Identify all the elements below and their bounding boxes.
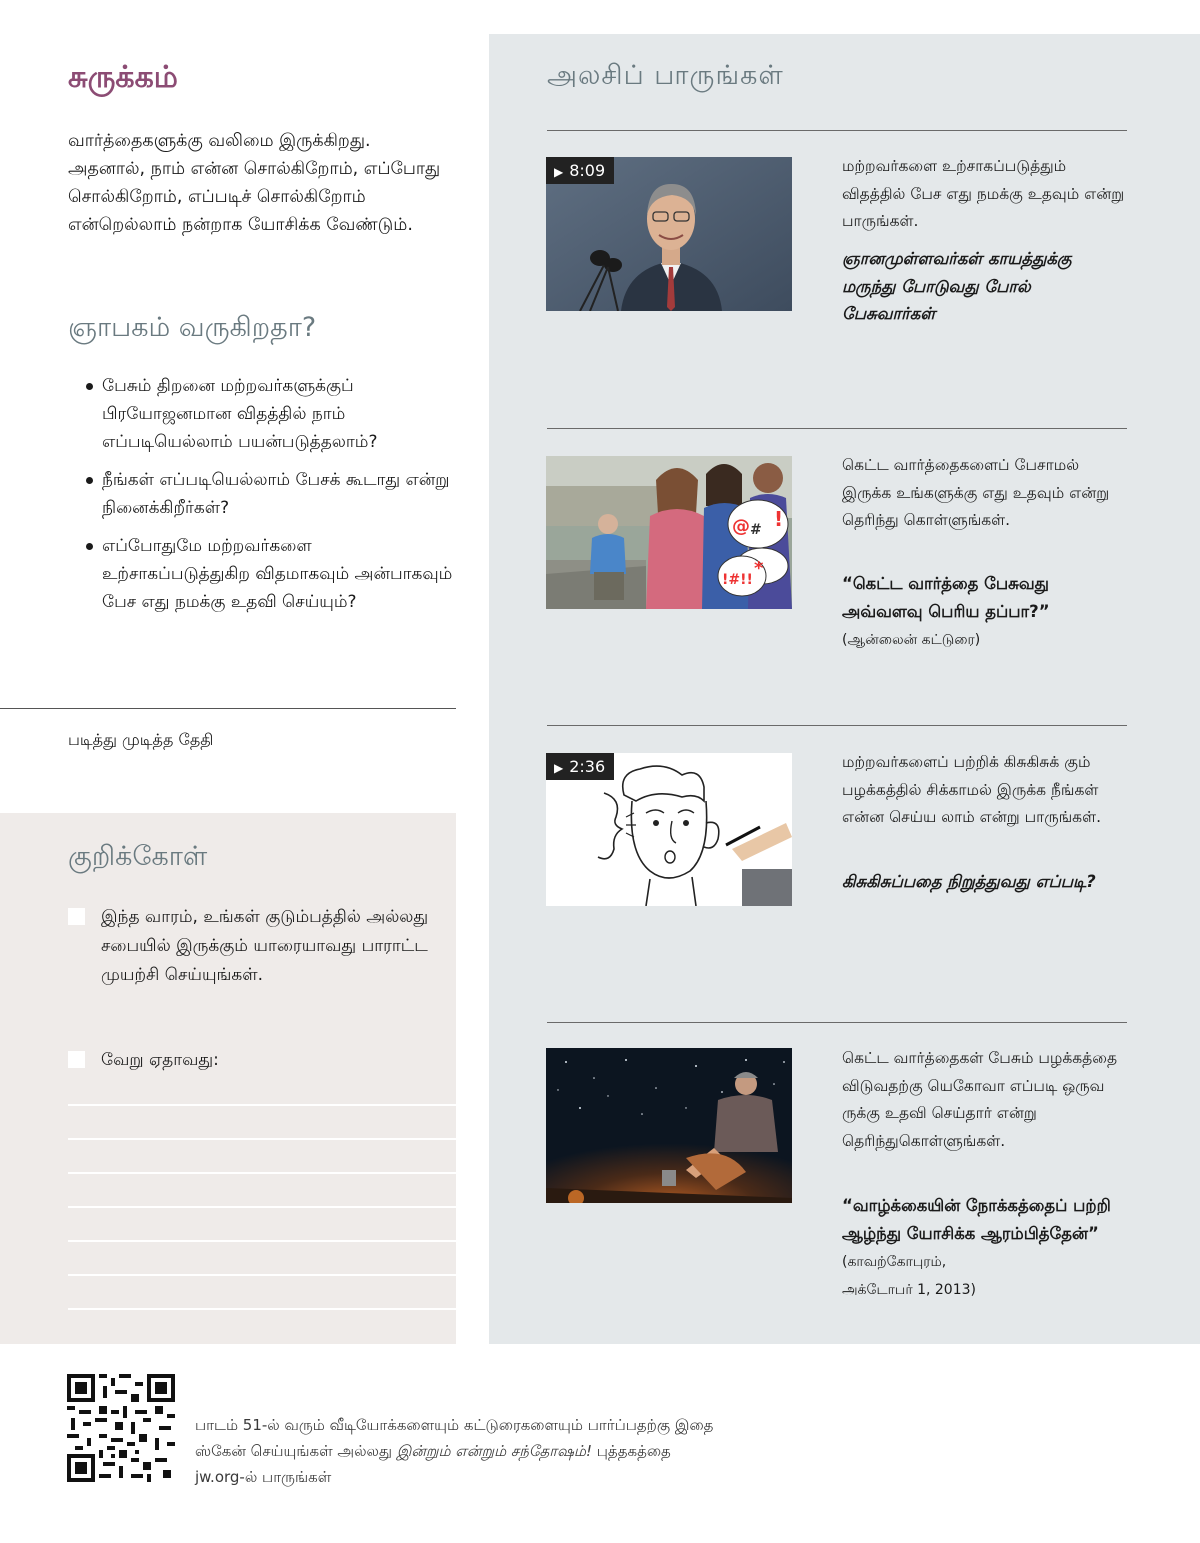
symbol-curse: !#!! xyxy=(722,572,753,588)
write-in-line[interactable] xyxy=(68,1172,456,1174)
book-title[interactable]: இன்றும் என்றும் சந்தோஷம்! xyxy=(396,1442,592,1460)
video-thumbnail[interactable] xyxy=(546,753,792,906)
video-title-link[interactable]: ஞானமுள்ளவர்கள் காயத்துக்கு மருந்து போடுவது போல் பேசுவார்கள் xyxy=(842,249,1072,323)
video-description: மற்றவர்களைப் பற்றிக் கிசுகிசுக் கும் பழக்கத்தில் சிக்காமல் இருக்க நீங்கள் என்ன செய்ய லாம் என்று பாருங்கள். xyxy=(842,753,1102,826)
goal-checkbox[interactable] xyxy=(68,908,85,925)
article-source-note: (காவற்கோபுரம், xyxy=(842,1254,947,1270)
explore-divider xyxy=(547,428,1127,429)
article-type-note: (ஆன்லைன் கட்டுரை) xyxy=(842,632,981,648)
footer-text-part: பாடம் 51-ல் வரும் வீடியோக்களையும் கட்டுரைகளையும் பார்ப்பதற்கு இதை ஸ்கேன் செய்யுங்கள் அல்லது xyxy=(195,1416,714,1460)
article-date-note: அக்டோபர் 1, 2013) xyxy=(842,1281,976,1298)
teens-image xyxy=(546,456,792,609)
symbol-hash: # xyxy=(750,522,762,538)
video-description: மற்றவர்களை உற்சாகப்படுத்தும் விதத்தில் பேச எது நமக்கு உதவும் என்று பாருங்கள். xyxy=(842,157,1125,230)
completion-date-label: படித்து முடித்த தேதி xyxy=(68,730,214,749)
article-description: கெட்ட வார்த்தைகளைப் பேசாமல் இருக்க உங்களுக்கு எது உதவும் என்று தெரிந்து கொள்ளுங்கள். xyxy=(842,456,1110,529)
goal-heading: குறிக்கோள் xyxy=(68,841,208,872)
footer-instructions xyxy=(195,1412,715,1490)
symbol-exclaim: ! xyxy=(774,507,784,531)
recall-list xyxy=(86,372,456,626)
explore-divider xyxy=(547,725,1127,726)
goal-text: வேறு ஏதாவது: xyxy=(101,1050,219,1070)
recall-item: பேசும் திறனை மற்றவர்களுக்குப் பிரயோஜனமான விதத்தில் நாம் எப்படியெல்லாம் பயன்படுத்தலாம்? xyxy=(86,372,456,456)
goal-text: இந்த வாரம், உங்கள் குடும்பத்தில் அல்லது சபையில் இருக்கும் யாரையாவது பாராட்ட முயற்சி செய்யுங்கள். xyxy=(101,907,429,985)
article-thumbnail[interactable] xyxy=(546,456,792,609)
qr-code[interactable] xyxy=(67,1374,175,1482)
write-in-line[interactable] xyxy=(68,1308,456,1310)
article-title[interactable]: “வாழ்க்கையின் நோக்கத்தைப் பற்றி ஆழ்ந்து யோசிக்க ஆரம்பித்தேன்” xyxy=(842,1196,1111,1243)
explore-heading: அலசிப் பாருங்கள் xyxy=(547,60,784,91)
goal-panel xyxy=(0,813,456,1344)
duration-text: 2:36 xyxy=(569,757,606,776)
duration-badge xyxy=(546,753,614,780)
duration-text: 8:09 xyxy=(569,161,606,180)
night-sky-image xyxy=(546,1048,792,1203)
article-title[interactable]: “கெட்ட வார்த்தை பேசுவது அவ்வளவு பெரிய தப்பா?” xyxy=(842,574,1050,621)
article-description: கெட்ட வார்த்தைகள் பேசும் பழக்கத்தை விடுவதற்கு யெகோவா எப்படி ஒருவ ருக்கு உதவி செய்தார் என்று தெரிந்துகொள்ளுங்கள். xyxy=(842,1049,1118,1150)
write-in-line[interactable] xyxy=(68,1206,456,1208)
article-title-link[interactable] xyxy=(842,1192,1127,1302)
write-in-line[interactable] xyxy=(68,1274,456,1276)
write-in-line[interactable] xyxy=(68,1104,456,1106)
summary-heading: சுருக்கம் xyxy=(68,60,178,95)
symbol-star: * xyxy=(754,558,764,579)
article-thumbnail[interactable] xyxy=(546,1048,792,1203)
write-in-line[interactable] xyxy=(68,1138,456,1140)
symbol-at: @ xyxy=(732,516,750,537)
write-in-line[interactable] xyxy=(68,1240,456,1242)
duration-badge xyxy=(546,157,614,184)
video-title-link[interactable]: கிசுகிசுப்பதை நிறுத்துவது எப்படி? xyxy=(842,872,1096,891)
goal-checkbox[interactable] xyxy=(68,1051,85,1068)
explore-divider xyxy=(547,130,1127,131)
video-thumbnail[interactable] xyxy=(546,157,792,311)
play-icon: ▶ xyxy=(554,761,564,775)
footer-text-part: புத்தகத்தை jw.org-ல் பாருங்கள் xyxy=(195,1442,671,1486)
recall-heading: ஞாபகம் வருகிறதா? xyxy=(68,312,317,343)
article-title-link[interactable] xyxy=(842,570,1127,653)
explore-divider xyxy=(547,1022,1127,1023)
section-divider xyxy=(0,708,456,709)
summary-text: வார்த்தைகளுக்கு வலிமை இருக்கிறது. அதனால், நாம் என்ன சொல்கிறோம், எப்போது சொல்கிறோம், எப்படிச் சொல்கிறோம் என்றெல்லாம் நன்றாக யோசிக்க வேண்டும். xyxy=(68,131,441,235)
recall-item: எப்போதுமே மற்றவர்களை உற்சாகப்படுத்துகிற விதமாகவும் அன்பாகவும் பேச எது நமக்கு உதவி செய்யும்? xyxy=(86,532,456,616)
play-icon: ▶ xyxy=(554,165,564,179)
recall-item: நீங்கள் எப்படியெல்லாம் பேசக் கூடாது என்று நினைக்கிறீர்கள்? xyxy=(86,466,456,522)
